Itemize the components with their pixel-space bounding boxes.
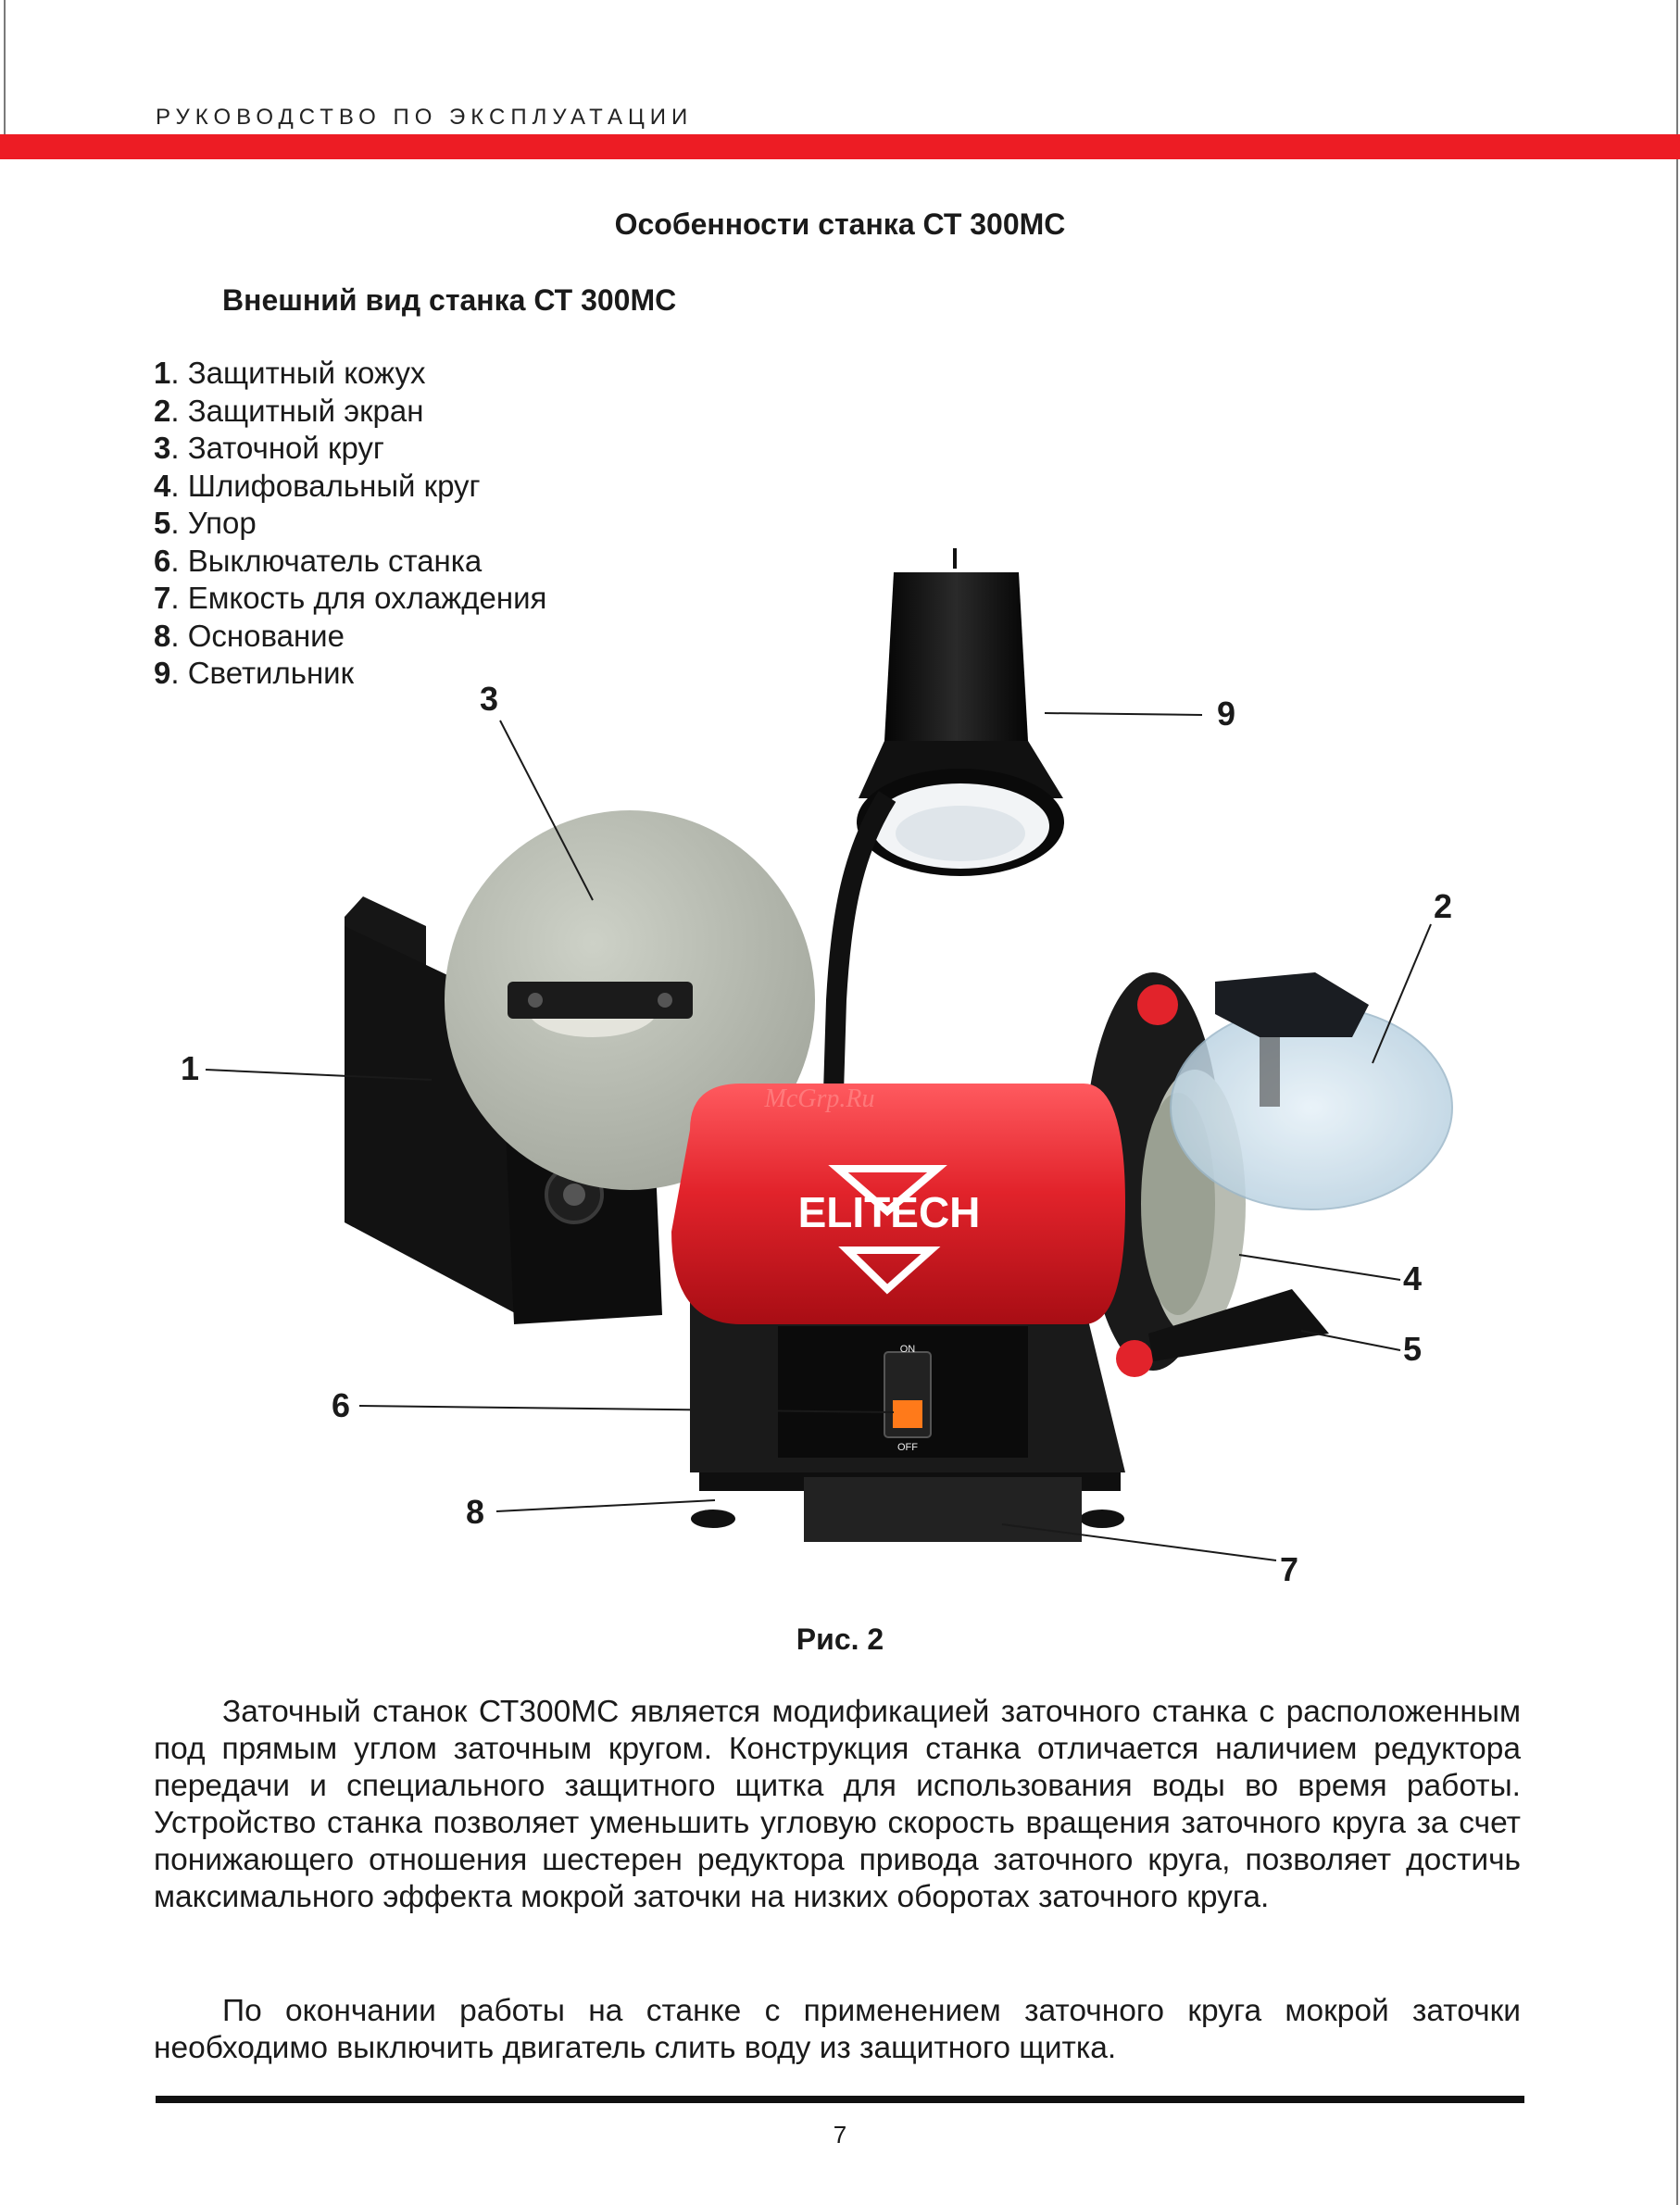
callout-6: 6: [332, 1386, 351, 1424]
page-title: Особенности станка СТ 300МС: [614, 207, 1066, 241]
legend-text: . Заточной круг: [170, 431, 384, 465]
legend-text: . Выключатель станка: [170, 543, 483, 578]
lamp: [857, 548, 1064, 876]
callout-7: 7: [1280, 1550, 1299, 1588]
adjust-knob-bottom: [1116, 1340, 1153, 1377]
callout-3: 3: [480, 680, 499, 718]
legend-num: 2: [154, 393, 171, 428]
figure-caption: Рис. 2: [796, 1622, 884, 1656]
legend-num: 5: [154, 506, 171, 540]
motor-housing: [671, 1084, 1125, 1324]
protective-screen: [1171, 972, 1452, 1209]
section-subtitle: Внешний вид станка СТ 300МС: [222, 283, 677, 317]
legend-text: . Защитный кожух: [170, 356, 426, 390]
legend-num: 4: [154, 468, 171, 503]
callout-8: 8: [466, 1493, 485, 1531]
switch-off-label: OFF: [897, 1442, 918, 1453]
legend-num: 3: [154, 431, 171, 465]
legend-text: . Защитный экран: [170, 393, 424, 428]
callout-9: 9: [1217, 695, 1236, 733]
adjust-knob-top: [1137, 984, 1178, 1025]
footer-rule: [156, 2096, 1524, 2103]
switch-on-label: ON: [899, 1344, 916, 1355]
legend-num: 8: [154, 618, 171, 653]
callout-2: 2: [1434, 887, 1453, 925]
callout-4: 4: [1403, 1259, 1423, 1297]
running-header: РУКОВОДСТВО ПО ЭКСПЛУАТАЦИИ: [156, 105, 694, 130]
page-number: 7: [833, 2121, 847, 2149]
legend-text: . Шлифовальный круг: [170, 468, 481, 503]
body-paragraph-2: По окончании работы на станке с применением заточного круга мокрой заточки необходимо выключить двигатель слить воду из защитного щитка.: [154, 1994, 1521, 2065]
legend-num: 7: [154, 581, 171, 615]
legend-num: 9: [154, 656, 171, 690]
switch-panel: [778, 1326, 1028, 1458]
body-paragraph-1: Заточный станок СТ300МС является модификацией заточного станка с расположенным под прямым углом заточным кругом. Конструкция станка отличается наличием редуктора передачи и специального защитного щитка для использования воды во время работы. Устройство станка позволяет уменьшить угловую скорость вращения заточного круга за счет понижающего отношения шестерен редуктора привода заточного круга, позволяет достичь максимального эффекта мокрой заточки на низких оборотах заточного круга.: [154, 1695, 1521, 1914]
legend-text: . Основание: [170, 618, 345, 653]
callout-5: 5: [1403, 1330, 1423, 1368]
legend-text: . Упор: [170, 506, 257, 540]
brand-logo: ELITECH: [797, 1188, 981, 1236]
callout-1: 1: [181, 1049, 200, 1087]
watermark: McGrp.Ru: [764, 1084, 875, 1113]
legend-num: 6: [154, 543, 171, 578]
coolant-tray: [804, 1477, 1082, 1542]
legend-text: . Емкость для охлаждения: [170, 581, 547, 615]
legend-text: . Светильник: [170, 656, 355, 690]
legend-num: 1: [154, 356, 171, 390]
